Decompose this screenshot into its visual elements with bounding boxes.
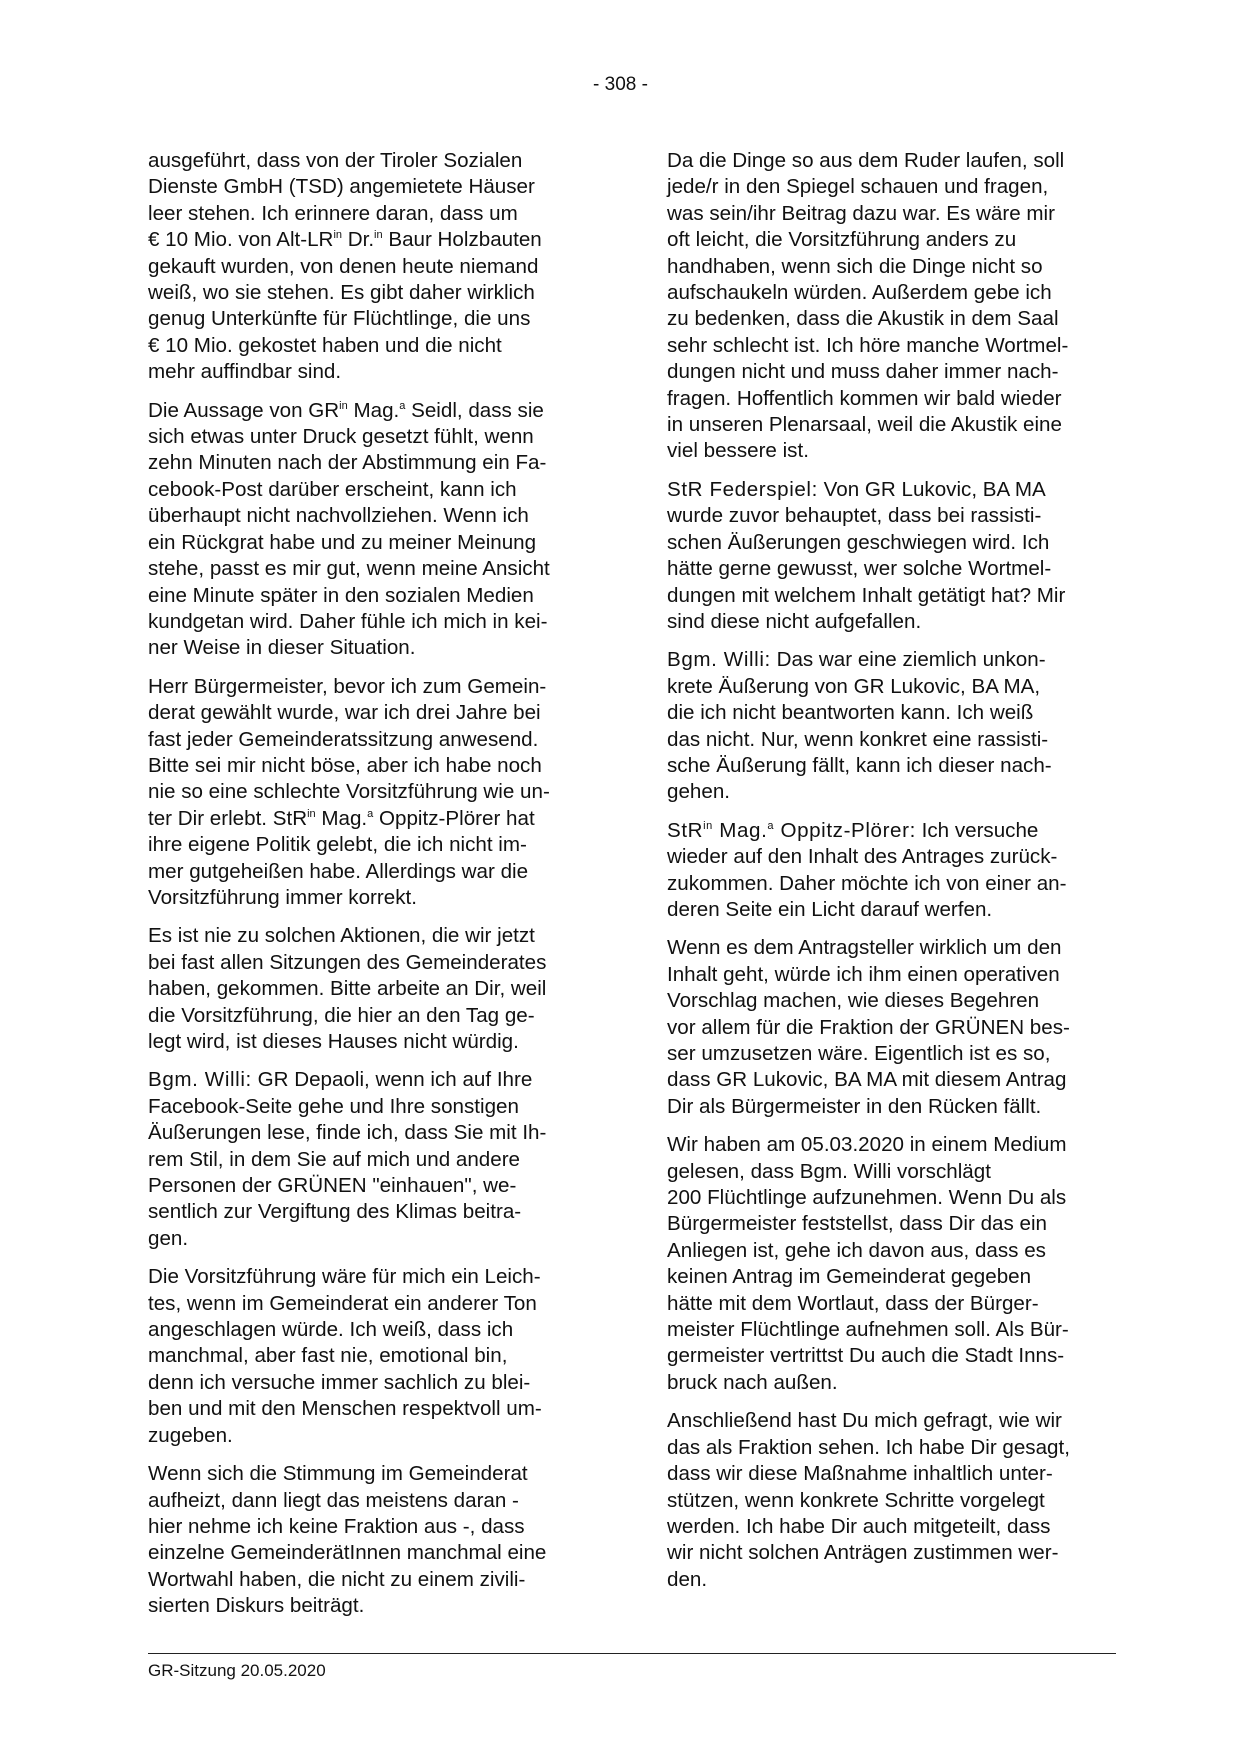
text-line [667, 1094, 1114, 1120]
text-line [667, 148, 1114, 174]
paragraph [148, 1264, 595, 1449]
text-segment: Es ist nie zu solchen Aktionen, die wir jetzt [148, 924, 535, 948]
paragraph [667, 1132, 1114, 1396]
text-line [667, 583, 1114, 609]
text-line [667, 530, 1114, 556]
text-segment: Vorschlag machen, wie dieses Begehren [667, 989, 1040, 1013]
paragraph [667, 818, 1114, 924]
text-line [667, 727, 1114, 753]
text-line [148, 950, 595, 976]
text-segment: keinen Antrag im Gemeinderat gegeben [667, 1265, 1032, 1289]
text-line [667, 1540, 1114, 1566]
paragraph [667, 647, 1114, 805]
text-segment: Herr Bürgermeister, bevor ich zum Gemein- [148, 674, 547, 698]
text-line [667, 1041, 1114, 1067]
text-segment: bei fast allen Sitzungen des Gemeinderates [148, 950, 547, 974]
left-column [148, 148, 595, 1632]
text-line [667, 174, 1114, 200]
text-line [148, 1003, 595, 1029]
text-segment: handhaben, wenn sich die Dinge nicht so [667, 254, 1043, 278]
text-segment: ihre eigene Politik gelebt, die ich nicht im- [148, 833, 527, 857]
text-line [148, 148, 595, 174]
text-line [667, 674, 1114, 700]
text-line [148, 727, 595, 753]
text-segment: Bürgermeister feststellst, dass Dir das ein [667, 1212, 1047, 1236]
text-segment: Oppitz-Plörer hat [373, 806, 535, 830]
text-segment: deren Seite ein Licht darauf werfen. [667, 897, 993, 921]
text-segment: Anliegen ist, gehe ich davon aus, dass es [667, 1238, 1046, 1262]
text-line [667, 818, 1114, 844]
text-segment: das als Fraktion sehen. Ich habe Dir gesagt, [667, 1435, 1070, 1459]
text-segment: zu bedenken, dass die Akustik in dem Saal [667, 307, 1059, 331]
text-line [148, 674, 595, 700]
text-line [667, 1408, 1114, 1434]
text-segment: eine Minute später in den sozialen Medien [148, 583, 534, 607]
text-segment: Baur Holzbauten [382, 228, 542, 252]
text-line [148, 398, 595, 424]
text-line [667, 386, 1114, 412]
text-segment: Von GR Lukovic, BA MA [817, 477, 1046, 501]
text-segment: oft leicht, die Vorsitzführung anders zu [667, 228, 1017, 252]
text-segment: gelesen, dass Bgm. Willi vorschlägt [667, 1159, 991, 1183]
text-line [148, 1593, 595, 1619]
text-line [667, 1488, 1114, 1514]
text-segment: ein Rückgrat habe und zu meiner Meinung [148, 530, 537, 554]
text-line [667, 438, 1114, 464]
text-segment: aufheizt, dann liegt das meistens daran - [148, 1488, 519, 1512]
superscript: in [374, 229, 383, 242]
text-segment: überhaupt nicht nachvollziehen. Wenn ich [148, 504, 529, 528]
text-segment: stützen, wenn konkrete Schritte vorgelegt [667, 1488, 1045, 1512]
text-line [148, 1291, 595, 1317]
text-line [148, 976, 595, 1002]
text-line [148, 609, 595, 635]
superscript: a [399, 399, 406, 412]
text-line [148, 1317, 595, 1343]
text-line [148, 635, 595, 661]
text-segment: Da die Dinge so aus dem Ruder laufen, soll [667, 149, 1065, 172]
speaker-name: StR Federspiel: [667, 477, 818, 501]
text-segment: Wenn es dem Antragsteller wirklich um den [667, 936, 1062, 960]
speaker-name: StR [667, 818, 704, 842]
text-segment: Seidl, dass sie [405, 398, 544, 422]
text-segment: in unseren Plenarsaal, weil die Akustik eine [667, 413, 1062, 437]
text-segment: Dir als Bürgermeister in den Rücken fällt. [667, 1094, 1042, 1118]
text-segment: Äußerungen lese, finde ich, dass Sie mit Ih- [148, 1121, 547, 1145]
text-line [667, 254, 1114, 280]
text-line [148, 779, 595, 805]
text-segment: 200 Flüchtlinge aufzunehmen. Wenn Du als [667, 1186, 1067, 1210]
text-line [667, 1343, 1114, 1369]
text-segment: den. [667, 1567, 708, 1591]
text-segment: hätte gerne gewusst, wer solche Wortmel- [667, 557, 1052, 581]
text-line [667, 1238, 1114, 1264]
text-line [667, 609, 1114, 635]
text-line [667, 1291, 1114, 1317]
text-line [148, 424, 595, 450]
speaker-name: Oppitz-Plörer: [774, 818, 916, 842]
text-segment: Mag. [347, 398, 400, 422]
text-segment: zugeben. [148, 1423, 233, 1447]
paragraph [148, 674, 595, 912]
text-segment: wurde zuvor behauptet, dass bei rassisti- [667, 504, 1042, 528]
text-segment: Inhalt geht, würde ich ihm einen operativen [667, 962, 1060, 986]
text-line [148, 333, 595, 359]
text-line [148, 1029, 595, 1055]
text-line [148, 1120, 595, 1146]
text-line [667, 1159, 1114, 1185]
text-segment: ser umzusetzen wäre. Eigentlich ist es so, [667, 1042, 1051, 1065]
text-line [148, 885, 595, 911]
text-line [148, 503, 595, 529]
text-segment: einzelne GemeinderätInnen manchmal eine [148, 1541, 547, 1565]
text-line [148, 1343, 595, 1369]
text-segment: ben und mit den Menschen respektvoll um- [148, 1397, 542, 1421]
text-segment: tes, wenn im Gemeinderat ein anderer Ton [148, 1291, 537, 1315]
text-segment: rem Stil, in dem Sie auf mich und andere [148, 1147, 521, 1171]
text-segment: Ich versuche [915, 818, 1039, 842]
text-line [667, 306, 1114, 332]
text-segment: wir nicht solchen Anträgen zustimmen wer- [667, 1541, 1059, 1565]
text-segment: mehr auffindbar sind. [148, 360, 342, 384]
text-segment: Facebook-Seite gehe und Ihre sonstigen [148, 1094, 519, 1118]
text-segment: Die Vorsitzführung wäre für mich ein Leich- [148, 1265, 541, 1289]
text-line [667, 1461, 1114, 1487]
text-line [667, 753, 1114, 779]
text-segment: meister Flüchtlinge aufnehmen soll. Als Bür- [667, 1318, 1069, 1342]
text-line [148, 1540, 595, 1566]
text-line [148, 1094, 595, 1120]
paragraph [148, 1461, 595, 1619]
text-segment: GR Depaoli, wenn ich auf Ihre [251, 1068, 533, 1092]
text-segment: hier nehme ich keine Fraktion aus -, dass [148, 1514, 525, 1538]
text-line [148, 753, 595, 779]
text-line [667, 503, 1114, 529]
text-segment: derat gewählt wurde, war ich drei Jahre bei [148, 701, 541, 725]
text-line [667, 647, 1114, 673]
text-segment: gen. [148, 1226, 189, 1250]
text-segment: fast jeder Gemeinderatssitzung anwesend. [148, 727, 539, 751]
superscript: a [367, 807, 374, 820]
text-line [148, 1226, 595, 1252]
text-segment: sentlich zur Vergiftung des Klimas beitra- [148, 1200, 522, 1224]
text-line [667, 1370, 1114, 1396]
text-line [667, 359, 1114, 385]
text-line [148, 530, 595, 556]
text-segment: ter Dir erlebt. StR [148, 806, 308, 830]
text-segment: sind diese nicht aufgefallen. [667, 609, 922, 633]
text-line [667, 1514, 1114, 1540]
text-segment: ausgeführt, dass von der Tiroler Sozialen [148, 149, 523, 172]
text-line [148, 280, 595, 306]
text-line [148, 1264, 595, 1290]
text-line [667, 844, 1114, 870]
text-segment: dass wir diese Maßnahme inhaltlich unter- [667, 1462, 1053, 1486]
right-column [667, 148, 1114, 1605]
text-segment: Die Aussage von GR [148, 398, 340, 422]
text-line [148, 1147, 595, 1173]
text-line [667, 333, 1114, 359]
paragraph [667, 477, 1114, 635]
text-segment: Wortwahl haben, die nicht zu einem zivili- [148, 1567, 526, 1591]
text-line [148, 583, 595, 609]
text-segment: kundgetan wird. Daher fühle ich mich in kei- [148, 609, 548, 633]
text-line [667, 412, 1114, 438]
text-segment: legt wird, ist dieses Hauses nicht würdig. [148, 1030, 519, 1053]
text-segment: Mag. [315, 806, 368, 830]
text-segment: genug Unterkünfte für Flüchtlinge, die uns [148, 307, 531, 331]
text-line [667, 1264, 1114, 1290]
text-segment: haben, gekommen. Bitte arbeite an Dir, weil [148, 977, 547, 1001]
paragraph [148, 923, 595, 1055]
text-line [148, 450, 595, 476]
text-line [148, 923, 595, 949]
text-segment: bruck nach außen. [667, 1370, 838, 1394]
text-segment: sich etwas unter Druck gesetzt fühlt, wenn [148, 425, 534, 449]
text-segment: Vorsitzführung immer korrekt. [148, 885, 417, 909]
text-segment: dungen nicht und muss daher immer nach- [667, 360, 1059, 384]
text-line [148, 174, 595, 200]
text-segment: gekauft wurden, von denen heute niemand [148, 254, 539, 278]
paragraph [667, 935, 1114, 1120]
text-line [667, 935, 1114, 961]
text-line [148, 306, 595, 332]
text-segment: aufschaukeln würden. Außerdem gebe ich [667, 281, 1052, 305]
text-segment: Bitte sei mir nicht böse, aber ich habe noch [148, 753, 542, 777]
paragraph [148, 148, 595, 386]
text-line [667, 201, 1114, 227]
text-line [667, 477, 1114, 503]
text-line [667, 962, 1114, 988]
text-line [148, 227, 595, 253]
superscript: in [307, 807, 316, 820]
text-segment: die ich nicht beantworten kann. Ich weiß [667, 701, 1034, 725]
paragraph [667, 1408, 1114, 1593]
text-line [667, 1317, 1114, 1343]
text-line [148, 1423, 595, 1449]
text-segment: stehe, passt es mir gut, wenn meine Ansicht [148, 557, 550, 581]
text-segment: die Vorsitzführung, die hier an den Tag ge- [148, 1003, 535, 1027]
text-line [148, 700, 595, 726]
text-segment: was sein/ihr Beitrag dazu war. Es wäre mir [667, 201, 1055, 225]
text-segment: gehen. [667, 780, 730, 804]
text-line [148, 201, 595, 227]
text-segment: nie so eine schlechte Vorsitzführung wie un- [148, 780, 550, 804]
text-segment: das nicht. Nur, wenn konkret eine rassisti- [667, 727, 1049, 751]
page-number: - 308 - [593, 74, 648, 95]
text-segment: schen Äußerungen geschwiegen wird. Ich [667, 530, 1050, 554]
text-segment: ner Weise in dieser Situation. [148, 636, 416, 660]
text-line [667, 1185, 1114, 1211]
text-line [667, 1132, 1114, 1158]
text-segment: vor allem für die Fraktion der GRÜNEN bes- [667, 1015, 1070, 1039]
text-line [148, 859, 595, 885]
text-segment: Personen der GRÜNEN "einhauen", we- [148, 1174, 517, 1198]
text-segment: leer stehen. Ich erinnere daran, dass um [148, 201, 518, 225]
text-line [148, 556, 595, 582]
text-segment: cebook-Post darüber erscheint, kann ich [148, 477, 517, 501]
text-line [667, 1211, 1114, 1237]
text-line [667, 556, 1114, 582]
text-line [667, 1015, 1114, 1041]
text-segment: sierten Diskurs beiträgt. [148, 1594, 365, 1618]
text-segment: angeschlagen würde. Ich weiß, dass ich [148, 1318, 514, 1342]
speaker-name: in [703, 819, 713, 832]
text-segment: wieder auf den Inhalt des Antrages zurück- [667, 845, 1058, 869]
text-line [667, 227, 1114, 253]
text-segment: zehn Minuten nach der Abstimmung ein Fa- [148, 451, 547, 475]
text-line [667, 280, 1114, 306]
text-segment: werden. Ich habe Dir auch mitgeteilt, dass [667, 1514, 1051, 1538]
text-line [148, 1514, 595, 1540]
text-segment: dass GR Lukovic, BA MA mit diesem Antrag [667, 1068, 1067, 1092]
text-line [148, 1067, 595, 1093]
text-line [667, 988, 1114, 1014]
footer-text: GR-Sitzung 20.05.2020 [148, 1661, 326, 1680]
text-line [148, 1173, 595, 1199]
text-line [148, 1567, 595, 1593]
text-line [148, 832, 595, 858]
text-segment: Wenn sich die Stimmung im Gemeinderat [148, 1462, 528, 1486]
text-segment: Anschließend hast Du mich gefragt, wie wir [667, 1409, 1062, 1433]
paragraph [148, 1067, 595, 1252]
paragraph [148, 398, 595, 662]
text-line [148, 806, 595, 832]
text-line [148, 1370, 595, 1396]
text-segment: viel bessere ist. [667, 439, 809, 463]
text-line [667, 779, 1114, 805]
speaker-name: Bgm. Willi: [148, 1068, 252, 1092]
text-segment: denn ich versuche immer sachlich zu blei- [148, 1370, 531, 1394]
text-segment: fragen. Hoffentlich kommen wir bald wieder [667, 386, 1062, 410]
text-segment: dungen mit welchem Inhalt getätigt hat? Mir [667, 583, 1066, 607]
text-segment: germeister vertrittst Du auch die Stadt Inns- [667, 1344, 1065, 1368]
text-line [148, 359, 595, 385]
superscript: in [333, 229, 342, 242]
text-segment: manchmal, aber fast nie, emotional bin, [148, 1344, 508, 1368]
text-segment: Dr. [342, 228, 375, 252]
text-line [148, 1488, 595, 1514]
speaker-name: Bgm. Willi: [667, 648, 771, 672]
text-line [148, 477, 595, 503]
text-segment: krete Äußerung von GR Lukovic, BA MA, [667, 674, 1041, 698]
text-segment: Wir haben am 05.03.2020 in einem Medium [667, 1133, 1067, 1157]
text-line [148, 1396, 595, 1422]
superscript: in [339, 399, 348, 412]
text-line [148, 1199, 595, 1225]
text-segment: € 10 Mio. gekostet haben und die nicht [148, 333, 502, 357]
text-segment: jede/r in den Spiegel schauen und fragen, [667, 175, 1049, 199]
text-line [667, 1435, 1114, 1461]
text-line [667, 1067, 1114, 1093]
text-line [667, 700, 1114, 726]
text-line [667, 897, 1114, 923]
text-segment: Das war eine ziemlich unkon- [770, 648, 1046, 672]
text-segment: mer gutgeheißen habe. Allerdings war die [148, 859, 529, 883]
text-line [148, 254, 595, 280]
text-line [667, 1567, 1114, 1593]
text-segment: sehr schlecht ist. Ich höre manche Wortmel- [667, 333, 1069, 357]
text-segment: hätte mit dem Wortlaut, dass der Bürger- [667, 1291, 1039, 1315]
text-line [667, 871, 1114, 897]
text-segment: Dienste GmbH (TSD) angemietete Häuser [148, 175, 535, 199]
speaker-name: a [767, 819, 775, 832]
text-line [148, 1461, 595, 1487]
text-segment: zukommen. Daher möchte ich von einer an- [667, 871, 1067, 895]
text-segment: € 10 Mio. von Alt-LR [148, 228, 334, 252]
speaker-name: Mag. [712, 818, 768, 842]
paragraph [667, 148, 1114, 465]
text-segment: weiß, wo sie stehen. Es gibt daher wirklich [148, 281, 535, 305]
text-segment: sche Äußerung fällt, kann ich dieser nach- [667, 753, 1052, 777]
footer-rule [148, 1653, 1116, 1654]
